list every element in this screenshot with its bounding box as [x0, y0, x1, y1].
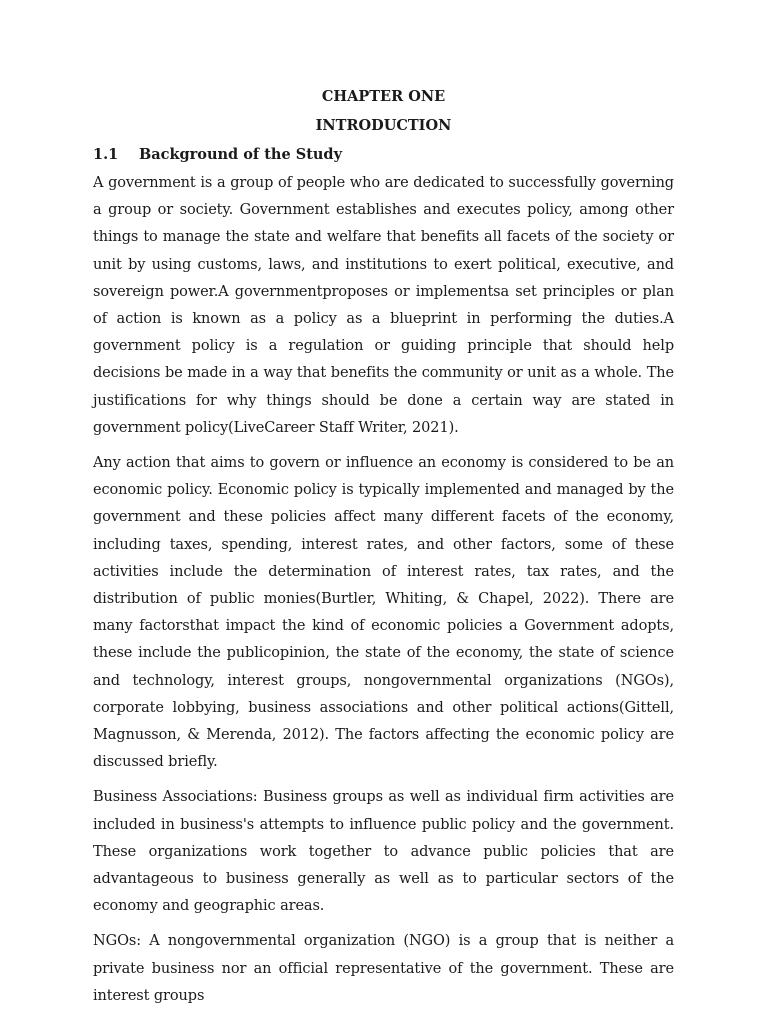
section-heading: [93, 146, 674, 164]
paragraph-business-associations: Business Associations: Business groups as well as individual firm activities are included in business's attempts to influence public policy and the government. These organizations work together to advance public policies that are advantageous to business generally as well as to particular sectors of the economy and geographic areas.: [93, 789, 674, 915]
paragraph-ngos: NGOs: A nongovernmental organization (NGO) is a group that is neither a private business nor an official representative of the government. These are interest groups: [93, 933, 674, 1004]
section-title: Background of the Study: [139, 146, 342, 163]
paragraph-government-definition: A government is a group of people who are dedicated to successfully governing a group or society. Government establishes and executes policy, among other things to manage the state and welfare that benefits all facets of the society or unit by using customs, laws, and institutions to exert political, executive, and sovereign power.A governmentproposes or implementsa set principles or plan of action is known as a policy as a blueprint in performing the duties.A government policy is a regulation or guiding principle that should help decisions be made in a way that benefits the community or unit as a whole. The justifications for why things should be done a certain way are stated in government policy(LiveCareer Staff Writer, 2021).: [93, 175, 674, 436]
document-page: [93, 84, 674, 1010]
paragraph-economic-policy: Any action that aims to govern or influence an economy is considered to be an economic policy. Economic policy is typically implemented and managed by the government and these policies affect many different facets of the economy, including taxes, spending, interest rates, and other factors, some of these activities include the determination of interest rates, tax rates, and the distribution of public monies(Burtler, Whiting, & Chapel, 2022). There are many factorsthat impact the kind of economic policies a Government adopts, these include the publicopinion, the state of the economy, the state of science and technology, interest groups, nongovernmental organizations (NGOs), corporate lobbying, business associations and other political actions(Gittell, Magnusson, & Merenda, 2012). The factors affecting the economic policy are discussed briefly.: [93, 455, 674, 771]
chapter-title: INTRODUCTION: [315, 117, 452, 134]
section-number: 1.1: [93, 146, 119, 163]
chapter-label: CHAPTER ONE: [321, 88, 446, 105]
